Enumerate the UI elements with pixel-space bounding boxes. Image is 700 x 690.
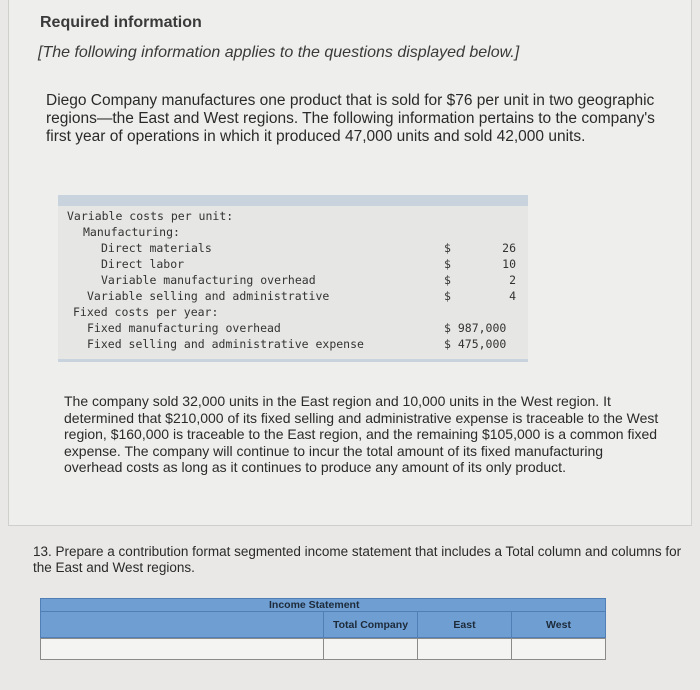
fixed-costs-heading: Fixed costs per year: (73, 305, 219, 319)
cost-row-label: Direct labor (101, 257, 185, 271)
cost-data-table (58, 195, 528, 362)
cost-row-label: Variable selling and administrative (87, 289, 330, 303)
cost-row-dollar: $ (444, 273, 451, 287)
table-header-bar (58, 195, 528, 206)
fixed-row-label: Fixed manufacturing overhead (87, 321, 281, 335)
fixed-row-value: $ 987,000 (444, 321, 507, 335)
row-label-input[interactable] (41, 639, 323, 659)
total-company-input[interactable] (323, 639, 417, 659)
cost-row-value: 26 (502, 241, 516, 255)
column-header-west: West (511, 612, 605, 638)
cost-row-dollar: $ (444, 257, 451, 271)
information-subtitle: [The following information applies to the questions displayed below.] (38, 44, 520, 61)
cost-row-label: Direct materials (101, 241, 212, 255)
table-bottom-rule (58, 359, 528, 362)
income-statement-title: Income Statement (269, 599, 360, 611)
question-13-text: 13. Prepare a contribution format segmented income statement that includes a Total column and columns for the East and West regions. (33, 544, 682, 575)
intro-paragraph: Diego Company manufactures one product that is sold for $76 per unit in two geographic regions—the East and West regions. The following information pertains to the company's first year of operations in which it produced 47,000 units and sold 42,000 units. (46, 92, 655, 145)
east-input[interactable] (417, 639, 511, 659)
manufacturing-heading: Manufacturing: (83, 225, 180, 239)
cost-row-label: Variable manufacturing overhead (101, 273, 316, 287)
west-input[interactable] (511, 639, 605, 659)
column-header-east: East (417, 612, 511, 638)
table-row (40, 638, 606, 660)
cost-row-value: 2 (509, 273, 516, 287)
cost-row-dollar: $ (444, 241, 451, 255)
fixed-row-value: $ 475,000 (444, 337, 507, 351)
column-header-total-company: Total Company (323, 612, 417, 638)
variable-costs-heading: Variable costs per unit: (67, 209, 234, 223)
cost-row-value: 10 (502, 257, 516, 271)
required-information-title: Required information (40, 14, 202, 31)
fixed-row-label: Fixed selling and administrative expense (87, 337, 364, 351)
cost-row-value: 4 (509, 289, 516, 303)
income-statement-title-row (40, 598, 606, 612)
region-details-paragraph: The company sold 32,000 units in the East region and 10,000 units in the West region. It determined that $210,000 of its fixed selling and administrative expense is traceable to the West region, $160,000 is traceable to the East region, and the remaining $105,000 is a common fixed expense. The company will continue to incur the total amount of its fixed manufacturing overhead costs as long as it continues to produce any amount of its only product. (64, 393, 659, 475)
column-header-row (40, 612, 606, 638)
cost-row-dollar: $ (444, 289, 451, 303)
